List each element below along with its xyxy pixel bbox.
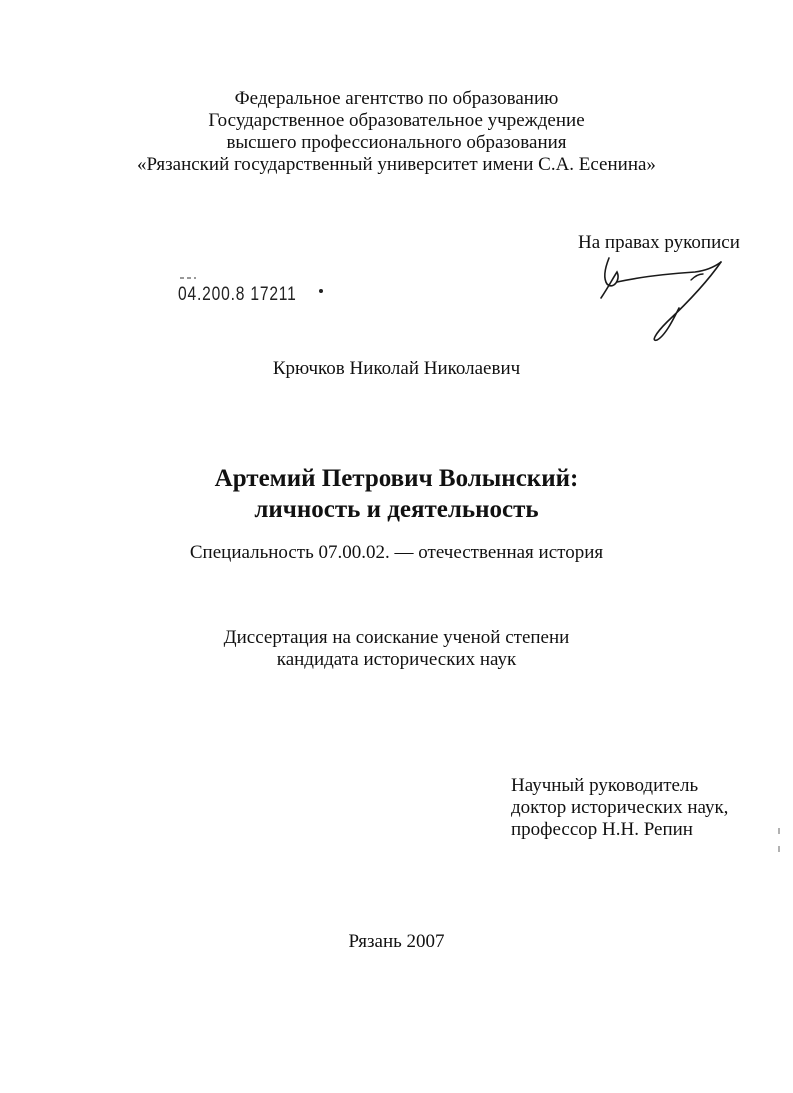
title-line-1: Артемий Петрович Волынский: bbox=[214, 465, 579, 492]
supervisor-line-3: профессор Н.Н. Репин bbox=[511, 819, 693, 840]
signature-icon bbox=[595, 250, 735, 345]
title-line-2: личность и деятельность bbox=[254, 496, 539, 523]
degree-line-1: Диссертация на соискание ученой степени bbox=[223, 627, 570, 648]
institution-line-4: «Рязанский государственный университет имени С.А. Есенина» bbox=[137, 154, 656, 175]
institution-line-3: высшего профессионального образования bbox=[226, 132, 567, 153]
specialty: Специальность 07.00.02. — отечественная история bbox=[189, 542, 604, 563]
degree-line-2: кандидата исторических наук bbox=[276, 649, 517, 670]
city-year: Рязань 2007 bbox=[348, 931, 445, 952]
supervisor-block bbox=[511, 775, 728, 841]
scan-edge-marks-icon bbox=[775, 826, 783, 856]
institution-header bbox=[0, 88, 793, 176]
institution-line-1: Федеральное агентство по образованию bbox=[234, 88, 559, 109]
author-name: Крючков Николай Николаевич bbox=[272, 358, 521, 379]
supervisor-line-1: Научный руководитель bbox=[511, 775, 699, 796]
manuscript-rights-note: На правах рукописи bbox=[578, 232, 740, 253]
supervisor-line-2: доктор исторических наук, bbox=[511, 797, 729, 818]
institution-line-2: Государственное образовательное учреждение bbox=[208, 110, 585, 131]
dissertation-title bbox=[0, 463, 793, 525]
catalog-number: 04.200.8 17211 bbox=[178, 284, 297, 305]
degree-statement bbox=[0, 627, 793, 671]
